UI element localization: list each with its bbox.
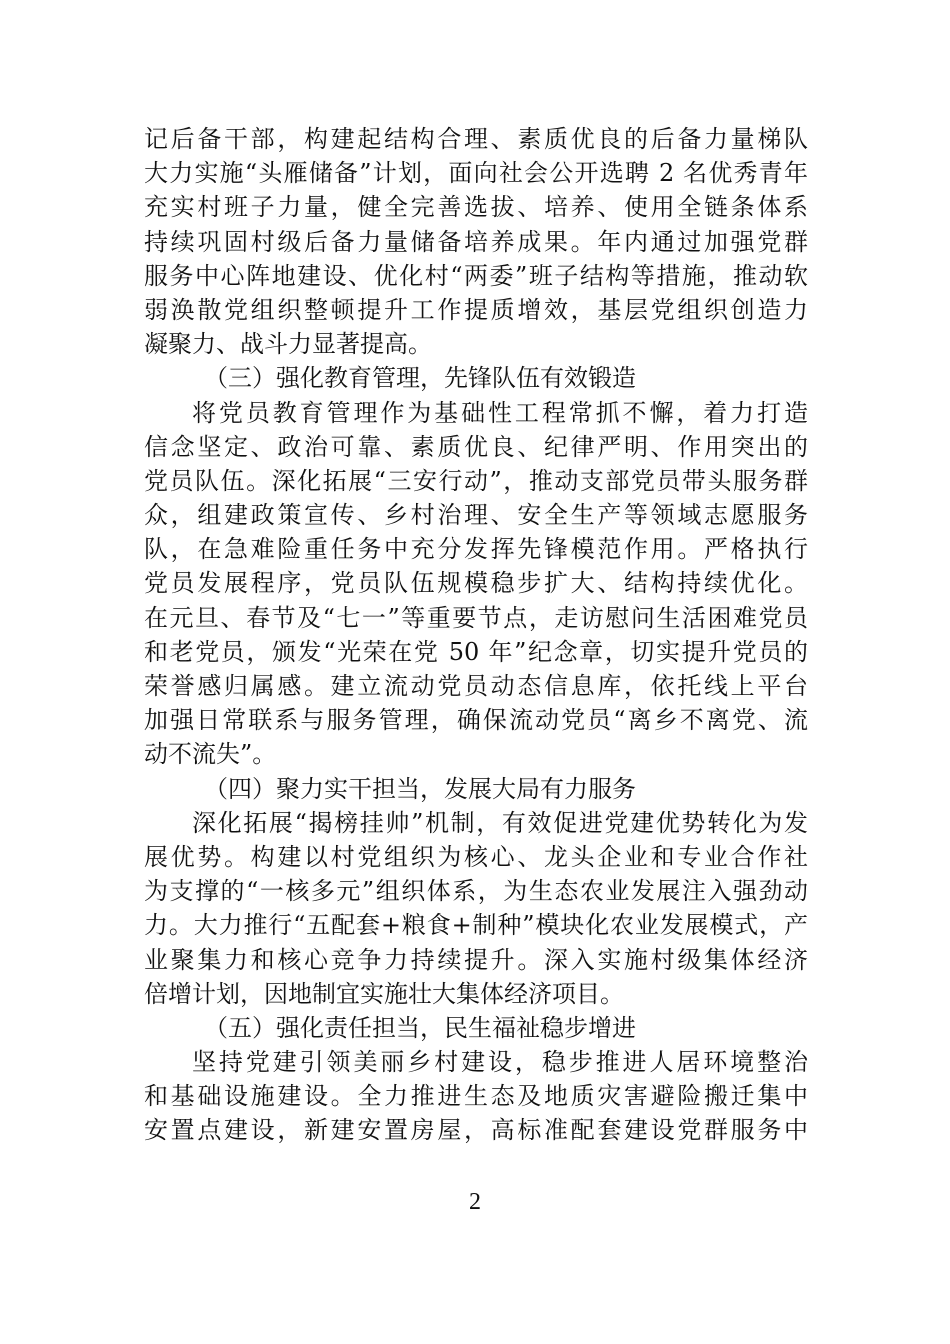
- text-line: 为支撑的“一核多元”组织体系，为生态农业发展注入强劲动: [144, 877, 808, 906]
- text-line: 展优势。构建以村党组织为核心、龙头企业和专业合作社: [144, 842, 808, 871]
- text-line: 党员队伍。深化拓展“三安行动”，推动支部党员带头服务群: [144, 466, 808, 495]
- text-line: 将党员教育管理作为基础性工程常抓不懈，着力打造: [192, 398, 808, 427]
- text-line: 众，组建政策宣传、乡村治理、安全生产等领域志愿服务: [144, 501, 808, 530]
- text-line: 坚持党建引领美丽乡村建设，稳步推进人居环境整治: [192, 1048, 808, 1077]
- text-line: 充实村班子力量，健全完善选拔、培养、使用全链条体系: [144, 193, 808, 222]
- text-line: 记后备干部，构建起结构合理、素质优良的后备力量梯队: [144, 125, 808, 153]
- section-heading: （四）聚力实干担当，发展大局有力服务: [204, 774, 636, 803]
- text-line: 弱涣散党组织整顿提升工作提质增效，基层党组织创造力: [144, 295, 808, 324]
- text-line: 党员发展程序，党员队伍规模稳步扩大、结构持续优化。: [144, 569, 808, 598]
- text-line: 服务中心阵地建设、优化村“两委”班子结构等措施，推动软: [144, 261, 808, 290]
- text-line: 队，在急难险重任务中充分发挥先锋模范作用。严格执行: [144, 535, 808, 564]
- text-line: 深化拓展“揭榜挂帅”机制，有效促进党建优势转化为发: [192, 808, 808, 837]
- text-line: 和老党员，颁发“光荣在党 50 年”纪念章，切实提升党员的: [144, 637, 808, 666]
- text-line: 倍增计划，因地制宜实施壮大集体经济项目。: [144, 979, 624, 1008]
- text-line: 安置点建设，新建安置房屋，高标准配套建设党群服务中: [144, 1116, 808, 1145]
- text-line: 业聚集力和核心竞争力持续提升。深入实施村级集体经济: [144, 945, 808, 974]
- text-line: 动不流失”。: [144, 740, 277, 769]
- page-number: 2: [469, 1189, 481, 1215]
- text-line: 信念坚定、政治可靠、素质优良、纪律严明、作用突出的: [144, 432, 808, 461]
- text-line: 和基础设施建设。全力推进生态及地质灾害避险搬迁集中: [144, 1082, 808, 1111]
- text-line: 凝聚力、战斗力显著提高。: [144, 330, 432, 359]
- text-line: 持续巩固村级后备力量储备培养成果。年内通过加强党群: [144, 227, 808, 256]
- section-heading: （五）强化责任担当，民生福祉稳步增进: [204, 1013, 636, 1042]
- text-line: 加强日常联系与服务管理，确保流动党员“离乡不离党、流: [144, 706, 808, 735]
- section-heading: （三）强化教育管理，先锋队伍有效锻造: [204, 364, 636, 393]
- text-line: 在元旦、春节及“七一”等重要节点，走访慰问生活困难党员: [144, 603, 808, 632]
- text-line: 荣誉感归属感。建立流动党员动态信息库，依托线上平台: [144, 672, 808, 700]
- body-text: [144, 122, 808, 1148]
- text-line: 大力实施“头雁储备”计划，面向社会公开选聘 2 名优秀青年: [144, 159, 808, 188]
- text-line: 力。大力推行“五配套+粮食+制种”模块化农业发展模式，产: [144, 911, 808, 940]
